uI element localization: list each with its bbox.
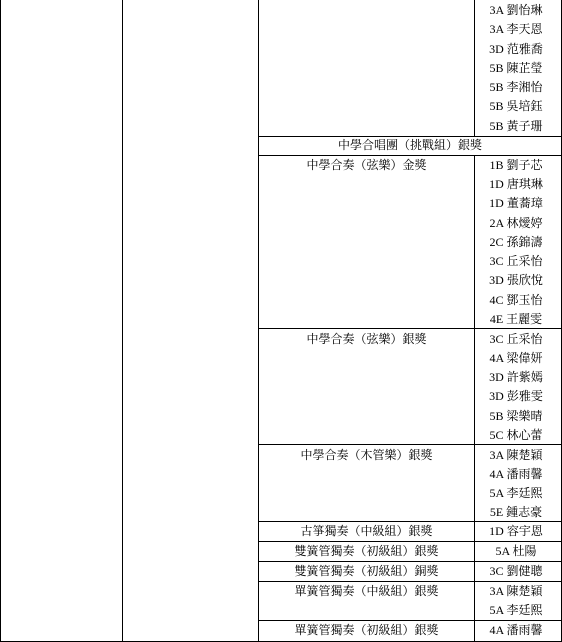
award-cell: 中學合奏（弦樂）金獎 bbox=[306, 158, 427, 172]
student-name: 5B 李湘怡 bbox=[489, 80, 543, 94]
student-name: 5B 黃子珊 bbox=[489, 119, 543, 133]
award-cell: 單簧管獨奏（中級組）銀獎 bbox=[294, 584, 439, 598]
student-name: 5A 李廷熙 bbox=[489, 486, 543, 500]
column-divider-1 bbox=[122, 0, 123, 642]
student-name: 4A 潘雨馨 bbox=[489, 623, 543, 637]
student-name: 2A 林燰婷 bbox=[489, 216, 543, 230]
student-name: 1D 董蕎璋 bbox=[489, 196, 543, 210]
student-name: 3D 彭雅雯 bbox=[489, 389, 543, 403]
column-divider-3 bbox=[474, 155, 475, 642]
student-name: 3A 陳楚穎 bbox=[489, 448, 543, 462]
student-name: 3C 丘采怡 bbox=[489, 254, 543, 268]
student-name: 1D 容宇恩 bbox=[489, 524, 543, 538]
award-cell: 雙簧管獨奏（初級組）銅獎 bbox=[294, 564, 439, 578]
student-name: 5B 梁樂晴 bbox=[489, 409, 543, 423]
award-cell: 單簧管獨奏（初級組）銀獎 bbox=[294, 623, 439, 637]
student-name: 3D 范雅喬 bbox=[489, 42, 543, 56]
student-name: 4E 王麗雯 bbox=[489, 312, 543, 326]
student-name: 5A 杜陽 bbox=[495, 544, 537, 558]
award-cell: 雙簧管獨奏（初級組）銀獎 bbox=[294, 544, 439, 558]
student-name: 2C 孫錦濤 bbox=[489, 235, 543, 249]
student-name: 1D 唐琪琳 bbox=[489, 177, 543, 191]
table-border-left bbox=[0, 0, 1, 642]
award-cell: 古箏獨奏（中級組）銀獎 bbox=[300, 524, 433, 538]
student-name: 5A 李廷熙 bbox=[489, 603, 543, 617]
student-name: 5B 陳芷瑩 bbox=[489, 61, 543, 75]
student-name: 3A 劉怡琳 bbox=[489, 3, 543, 17]
student-name: 1B 劉子芯 bbox=[489, 158, 543, 172]
student-name: 3A 陳楚穎 bbox=[489, 584, 543, 598]
award-cell: 中學合奏（弦樂）銀獎 bbox=[306, 332, 427, 346]
student-name: 3D 許紫嫣 bbox=[489, 370, 543, 384]
award-cell: 中學合奏（木管樂）銀獎 bbox=[300, 448, 433, 462]
student-name: 5B 吳培鈺 bbox=[489, 99, 543, 113]
student-name: 3C 劉健聰 bbox=[489, 564, 543, 578]
student-name: 3D 張欣悅 bbox=[489, 273, 543, 287]
student-name: 4A 梁偉妍 bbox=[489, 351, 543, 365]
student-name: 4C 鄧玉怡 bbox=[489, 293, 543, 307]
student-name: 5E 鍾志豪 bbox=[489, 505, 543, 519]
student-name: 4A 潘雨馨 bbox=[489, 467, 543, 481]
column-divider-3 bbox=[474, 0, 475, 136]
award-cell: 中學合唱團（挑戰組）銀獎 bbox=[337, 138, 482, 152]
student-name: 3A 李天恩 bbox=[489, 22, 543, 36]
student-name: 3C 丘采怡 bbox=[489, 332, 543, 346]
student-name: 5C 林心蕾 bbox=[489, 428, 543, 442]
